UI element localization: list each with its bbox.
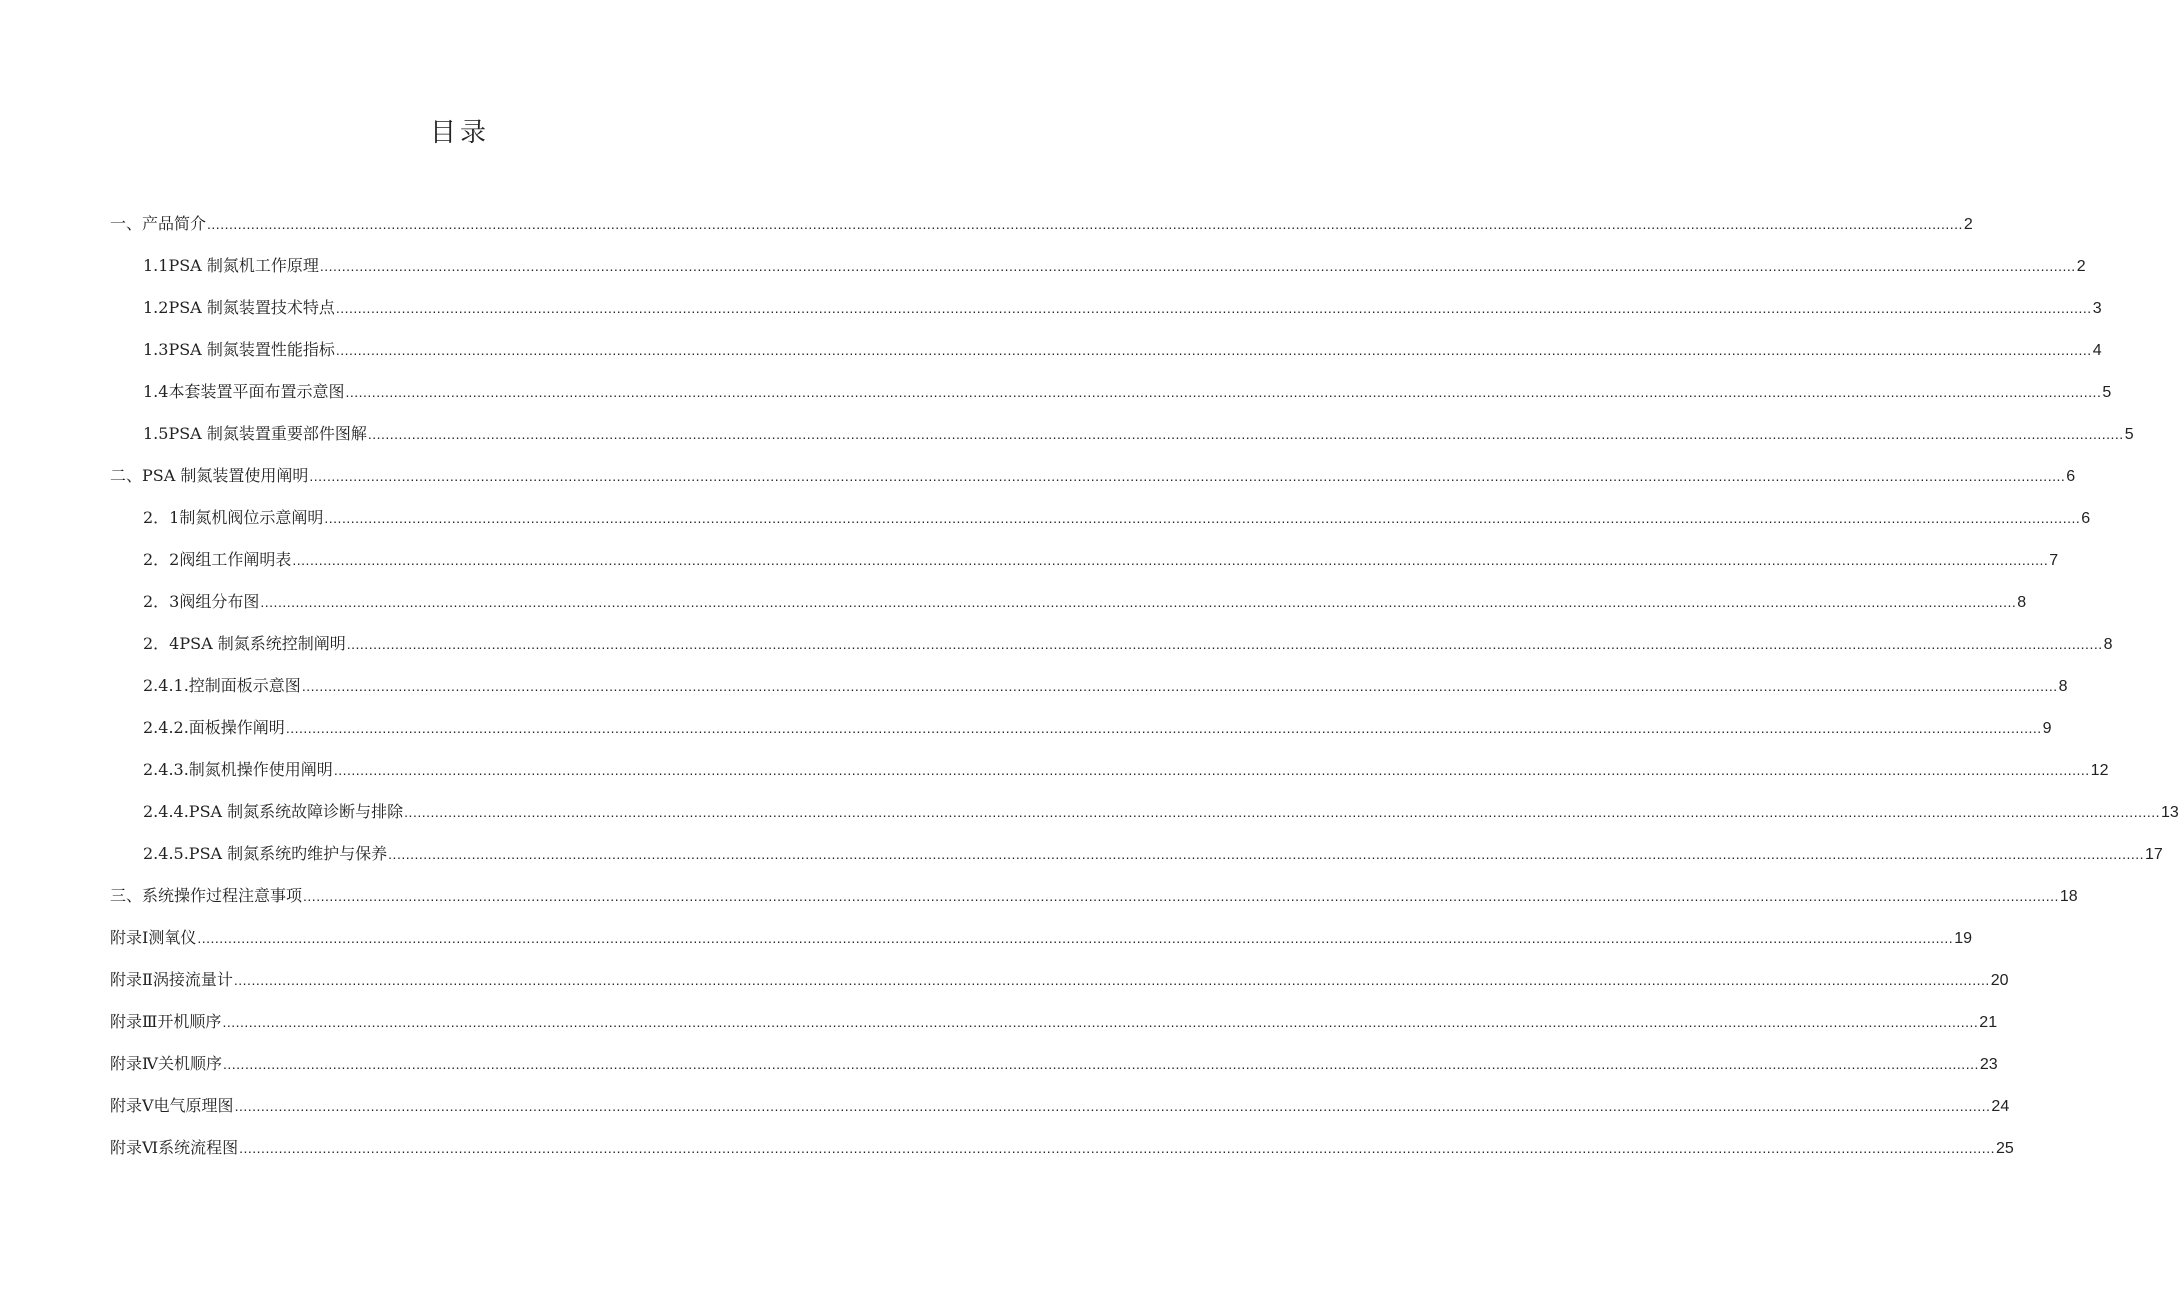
toc-entry[interactable] (110, 1130, 2014, 1172)
toc-entry-page-number: 8 (2103, 636, 2113, 653)
dot-leader: ................................................................................................................................................................................................................................................................................................................................................................................................................ (234, 1098, 1991, 1114)
toc-entry[interactable] (110, 542, 2059, 584)
toc-entry-title: PSA 制氮系统旳维护与保养 (188, 844, 388, 863)
toc-entry-title: 附录Ⅱ涡接流量计 (110, 970, 233, 989)
dot-leader: ................................................................................................................................................................................................................................................................................................................................................................................................................ (388, 846, 2145, 862)
toc-entry-title: 制氮机操作使用阐明 (188, 760, 333, 779)
toc-entry-page-number: 24 (1991, 1098, 2010, 1115)
dot-leader: ................................................................................................................................................................................................................................................................................................................................................................................................................ (222, 1014, 1979, 1030)
dot-leader: ................................................................................................................................................................................................................................................................................................................................................................................................................ (223, 1056, 1979, 1072)
toc-entry-title: 附录Ⅰ测氧仪 (110, 928, 197, 947)
toc-entry[interactable] (110, 920, 1972, 962)
toc-entry-title: 阀组工作阐明表 (179, 550, 292, 569)
toc-entry-title: 附录Ⅳ关机顺序 (110, 1054, 222, 1073)
dot-leader: ................................................................................................................................................................................................................................................................................................................................................................................................................ (239, 1140, 1995, 1156)
toc-entry-number: 2.4.1. (143, 676, 189, 695)
toc-entry-title: PSA 制氮装置重要部件图解 (168, 424, 367, 443)
toc-entry-page-number: 21 (1979, 1014, 1998, 1031)
table-of-contents (110, 206, 2179, 1172)
toc-entry-page-number: 2 (1963, 216, 1973, 233)
toc-entry-title: 制氮机阀位示意阐明 (179, 508, 324, 527)
toc-entry-number: 2．4 (143, 634, 180, 653)
dot-leader: ................................................................................................................................................................................................................................................................................................................................................................................................................ (335, 342, 2092, 358)
toc-entry-page-number: 20 (1990, 972, 2009, 989)
toc-entry-title: 附录Ⅵ系统流程图 (110, 1138, 239, 1157)
toc-entry[interactable] (110, 248, 2086, 290)
toc-entry-title: PSA 制氮装置性能指标 (168, 340, 335, 359)
toc-entry[interactable] (110, 1046, 1998, 1088)
toc-entry-page-number: 13 (2161, 804, 2179, 821)
toc-entry-number: 1.5 (143, 424, 169, 443)
toc-entry[interactable] (110, 794, 2179, 836)
toc-entry-page-number: 23 (1979, 1056, 1998, 1073)
toc-entry-title: 附录Ⅴ电气原理图 (110, 1096, 234, 1115)
toc-entry[interactable] (110, 668, 2068, 710)
toc-entry-title: PSA 制氮机工作原理 (168, 256, 319, 275)
toc-entry-title: PSA 制氮装置技术特点 (168, 298, 335, 317)
toc-entry-number: 2．1 (143, 508, 180, 527)
dot-leader: ................................................................................................................................................................................................................................................................................................................................................................................................................ (345, 384, 2102, 400)
dot-leader: ................................................................................................................................................................................................................................................................................................................................................................................................................ (319, 258, 2076, 274)
toc-entry-page-number: 8 (2058, 678, 2068, 695)
page-title: 目录 (429, 118, 490, 148)
dot-leader: ................................................................................................................................................................................................................................................................................................................................................................................................................ (324, 510, 2081, 526)
toc-entry[interactable] (110, 836, 2163, 878)
toc-entry-title: 系统操作过程注意事项 (142, 886, 303, 905)
toc-entry-title: PSA 制氮系统控制阐明 (179, 634, 346, 653)
toc-entry-page-number: 8 (2017, 594, 2027, 611)
dot-leader: ................................................................................................................................................................................................................................................................................................................................................................................................................ (303, 888, 2059, 904)
toc-entry-page-number: 19 (1954, 930, 1972, 947)
toc-entry-page-number: 6 (2081, 510, 2091, 527)
toc-entry-number: 2.4.4. (143, 802, 189, 821)
dot-leader: ................................................................................................................................................................................................................................................................................................................................................................................................................ (285, 720, 2042, 736)
dot-leader: ................................................................................................................................................................................................................................................................................................................................................................................................................ (346, 636, 2103, 652)
toc-entry[interactable] (110, 290, 2102, 332)
toc-entry-number: 2．2 (143, 550, 180, 569)
toc-entry-number: 2．3 (143, 592, 180, 611)
toc-entry[interactable] (110, 1004, 1998, 1046)
dot-leader: ................................................................................................................................................................................................................................................................................................................................................................................................................ (197, 930, 1954, 946)
toc-entry[interactable] (110, 710, 2052, 752)
toc-entry-title: 面板操作阐明 (188, 718, 285, 737)
toc-entry-title: 本套装置平面布置示意图 (168, 382, 345, 401)
toc-entry-number: 1.4 (143, 382, 169, 401)
dot-leader: ................................................................................................................................................................................................................................................................................................................................................................................................................ (367, 426, 2124, 442)
toc-entry-number: 2.4.3. (143, 760, 189, 779)
toc-entry[interactable] (110, 584, 2027, 626)
toc-entry[interactable] (110, 500, 2091, 542)
toc-entry[interactable] (110, 458, 2076, 500)
toc-entry-title: 控制面板示意图 (188, 676, 301, 695)
toc-entry-page-number: 9 (2042, 720, 2052, 737)
toc-entry[interactable] (110, 1088, 2010, 1130)
toc-entry-page-number: 18 (2059, 888, 2078, 905)
toc-entry[interactable] (110, 374, 2112, 416)
toc-entry-page-number: 17 (2145, 846, 2163, 863)
toc-entry-number: 三、 (110, 886, 143, 905)
toc-entry-title: 附录Ⅲ开机顺序 (110, 1012, 222, 1031)
toc-entry-page-number: 7 (2049, 552, 2059, 569)
toc-entry[interactable] (110, 332, 2102, 374)
toc-entry[interactable] (110, 878, 2078, 920)
toc-entry[interactable] (110, 416, 2134, 458)
toc-entry-page-number: 5 (2102, 384, 2112, 401)
toc-entry-page-number: 2 (2076, 258, 2086, 275)
toc-entry-number: 2.4.5. (143, 844, 189, 863)
toc-entry-number: 二、 (110, 466, 143, 485)
toc-entry[interactable] (110, 962, 2009, 1004)
toc-entry[interactable] (110, 626, 2113, 668)
toc-entry-page-number: 4 (2092, 342, 2102, 359)
toc-entry-page-number: 25 (1995, 1140, 2014, 1157)
dot-leader: ................................................................................................................................................................................................................................................................................................................................................................................................................ (309, 468, 2066, 484)
toc-entry[interactable] (110, 206, 1973, 248)
toc-entry-page-number: 6 (2066, 468, 2076, 485)
dot-leader: ................................................................................................................................................................................................................................................................................................................................................................................................................ (333, 762, 2090, 778)
dot-leader: ................................................................................................................................................................................................................................................................................................................................................................................................................ (301, 678, 2058, 694)
toc-entry-number: 一、 (110, 214, 143, 233)
dot-leader: ................................................................................................................................................................................................................................................................................................................................................................................................................ (260, 594, 2017, 610)
dot-leader: ................................................................................................................................................................................................................................................................................................................................................................................................................ (335, 300, 2092, 316)
dot-leader: ................................................................................................................................................................................................................................................................................................................................................................................................................ (292, 552, 2049, 568)
toc-entry-title: 产品简介 (142, 214, 207, 233)
toc-entry-page-number: 5 (2124, 426, 2134, 443)
toc-entry-number: 1.3 (143, 340, 169, 359)
toc-entry-title: PSA 制氮装置使用阐明 (142, 466, 309, 485)
toc-entry-page-number: 12 (2090, 762, 2109, 779)
dot-leader: ................................................................................................................................................................................................................................................................................................................................................................................................................ (207, 216, 1963, 232)
toc-entry-title: PSA 制氮系统故障诊断与排除 (188, 802, 404, 821)
toc-entry[interactable] (110, 752, 2109, 794)
dot-leader: ................................................................................................................................................................................................................................................................................................................................................................................................................ (404, 804, 2161, 820)
toc-entry-number: 1.1 (143, 256, 169, 275)
dot-leader: ................................................................................................................................................................................................................................................................................................................................................................................................................ (233, 972, 1990, 988)
toc-entry-title: 阀组分布图 (179, 592, 260, 611)
toc-entry-page-number: 3 (2092, 300, 2102, 317)
toc-entry-number: 2.4.2. (143, 718, 189, 737)
toc-entry-number: 1.2 (143, 298, 169, 317)
